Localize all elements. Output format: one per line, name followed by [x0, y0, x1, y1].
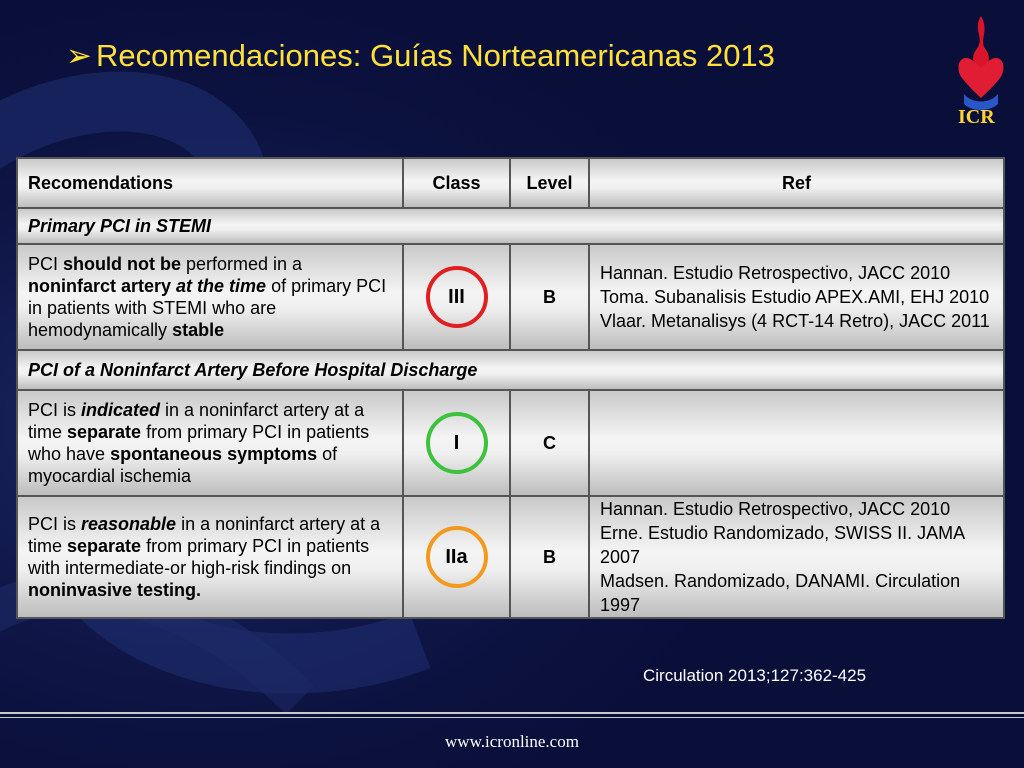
class-cell: [403, 244, 510, 350]
header-level: Level: [510, 158, 589, 208]
text-run-bold: noninfarct artery: [28, 276, 177, 296]
header-class: Class: [403, 158, 510, 208]
text-run: from primary PCI in patients who have: [28, 422, 370, 464]
section-row: [17, 350, 1004, 390]
slide-title-text: Recomendaciones: Guías Norteamericanas 2013: [95, 38, 775, 73]
level-cell: B: [510, 244, 589, 350]
text-run: of primary PCI in patients with STEMI who are hemodynamically: [28, 276, 387, 340]
section-row: [17, 208, 1004, 244]
recommendations-table: [16, 157, 1005, 619]
text-run-bold: separate: [67, 536, 142, 556]
text-run: PCI is: [28, 514, 82, 534]
ref-item: Vlaar. Metanalisys (4 RCT-14 Retro), JACC 2011: [600, 311, 990, 331]
text-run: in a noninfarct artery at a time: [28, 514, 381, 556]
text-run: PCI: [28, 254, 64, 274]
text-run-bold: should not be: [63, 254, 181, 274]
text-run-bold: noninvasive testing.: [28, 580, 202, 600]
class-circle: I: [426, 412, 488, 474]
ref-cell: [589, 244, 1004, 350]
logo-text: ICR: [958, 106, 995, 128]
text-run: performed in a: [181, 254, 303, 274]
website-url[interactable]: www.icronline.com: [445, 732, 579, 751]
recommendation-text: [17, 390, 403, 496]
section-title-noninfarct: PCI of a Noninfarct Artery Before Hospital Discharge: [17, 350, 1004, 390]
ref-item: Hannan. Estudio Retrospectivo, JACC 2010: [600, 499, 951, 519]
level-cell: C: [510, 390, 589, 496]
recommendation-text: [17, 496, 403, 618]
text-run: from primary PCI in patients with intermediate-or high-risk findings on: [28, 536, 370, 578]
text-run: in a noninfarct artery at a time: [28, 400, 365, 442]
text-run-bold-italic: at the time: [176, 276, 267, 296]
footer-divider: [0, 712, 1024, 714]
table-row: [17, 244, 1004, 350]
arrow-bullet-icon: ➢: [66, 38, 92, 73]
text-run: PCI is: [28, 400, 82, 420]
ref-item: Hannan. Estudio Retrospectivo, JACC 2010: [600, 263, 951, 283]
text-run: of myocardial ischemia: [28, 444, 338, 486]
header-ref: Ref: [589, 158, 1004, 208]
class-circle: IIa: [426, 526, 488, 588]
header-recommendations: Recomendations: [17, 158, 403, 208]
text-run-bold-italic: indicated: [81, 400, 161, 420]
footer-divider: [0, 717, 1024, 718]
ref-cell: [589, 496, 1004, 618]
class-cell: [403, 390, 510, 496]
slide-title: [66, 38, 775, 74]
level-cell: B: [510, 496, 589, 618]
class-circle: III: [426, 266, 488, 328]
ref-item: Madsen. Randomizado, DANAMI. Circulation 1997: [600, 571, 961, 615]
text-run-bold-italic: reasonable: [81, 514, 177, 534]
table-header-row: [17, 158, 1004, 208]
text-run-bold: stable: [172, 320, 225, 340]
recommendation-text: [17, 244, 403, 350]
class-cell: [403, 496, 510, 618]
citation: Circulation 2013;127:362-425: [643, 666, 867, 685]
text-run-bold: spontaneous symptoms: [110, 444, 318, 464]
ref-item: Erne. Estudio Randomizado, SWISS II. JAMA 2007: [600, 523, 965, 567]
section-title-primary-pci: Primary PCI in STEMI: [17, 208, 1004, 244]
ref-cell: [589, 390, 1004, 496]
ref-item: Toma. Subanalisis Estudio APEX.AMI, EHJ 2010: [600, 287, 990, 307]
text-run-bold: separate: [67, 422, 142, 442]
table-row: [17, 496, 1004, 618]
table-row: [17, 390, 1004, 496]
